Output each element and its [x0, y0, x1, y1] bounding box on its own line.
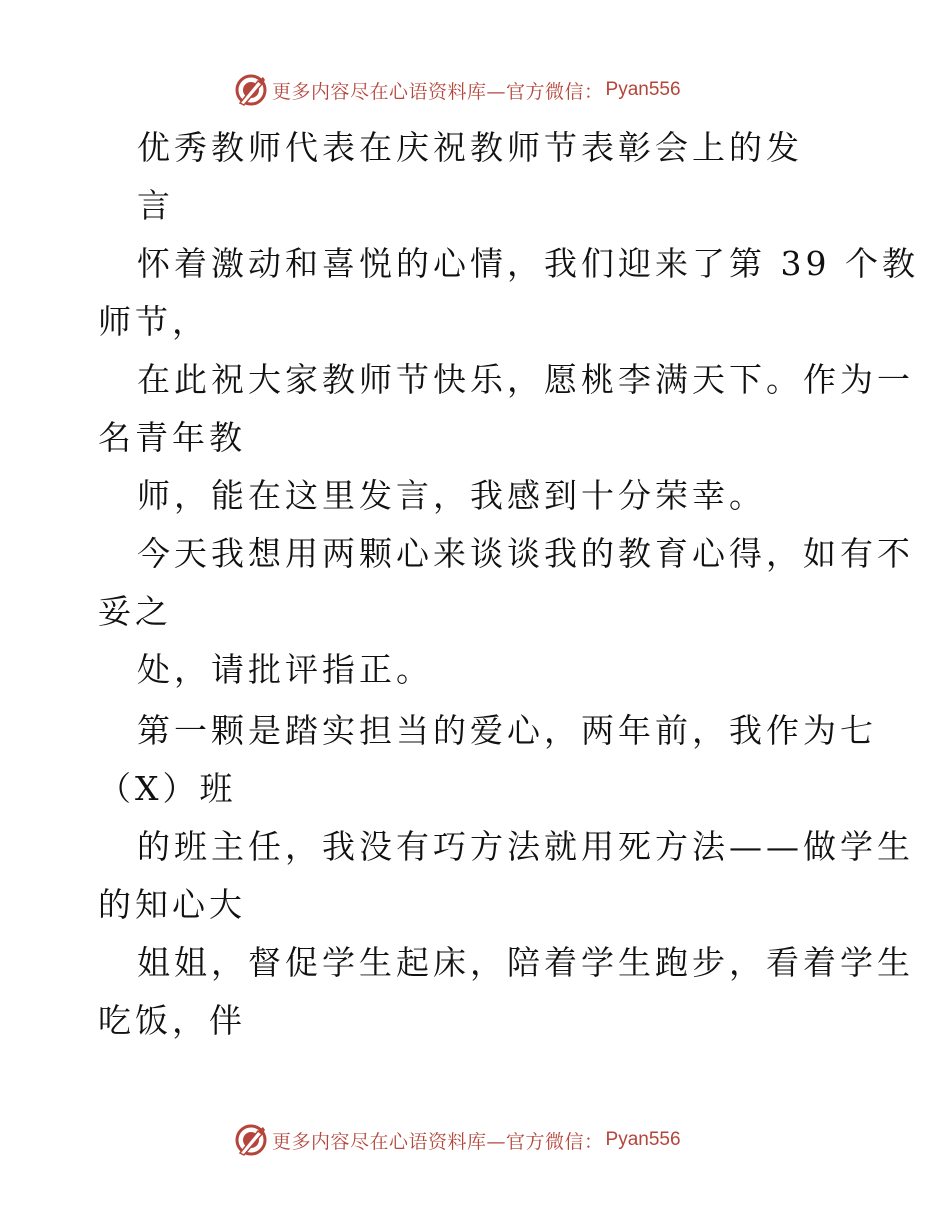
document-title-line: 优秀教师代表在庆祝教师节表彰会上的发 [137, 128, 803, 167]
footer-watermark [234, 1122, 681, 1158]
paragraph-line: （X）班 [98, 769, 237, 808]
paragraph-line: 今天我想用两颗心来谈谈我的教育心得，如有不 [137, 534, 914, 573]
watermark-wechat-id: Pyan556 [605, 79, 681, 100]
pen-logo-icon [234, 73, 268, 107]
paragraph-line: 吃饭，伴 [98, 1001, 246, 1040]
paragraph-line: 师，能在这里发言，我感到十分荣幸。 [137, 476, 766, 515]
paragraph-line: 名青年教 [98, 418, 246, 457]
paragraph-line: 第一颗是踏实担当的爱心，两年前，我作为七 [137, 711, 877, 750]
paragraph-line: 处，请批评指正。 [137, 650, 433, 689]
paragraph-line: 妥之 [98, 592, 172, 631]
watermark-text: 更多内容尽在心语资料库—官方微信： [272, 1130, 604, 1153]
paragraph-line: 的知心大 [98, 885, 246, 924]
paragraph-line: 的班主任，我没有巧方法就用死方法——做学生 [137, 827, 914, 866]
paragraph-line: 怀着激动和喜悦的心情，我们迎来了第 39 个教 [137, 244, 919, 283]
paragraph-line: 姐姐，督促学生起床，陪着学生跑步，看着学生 [137, 943, 914, 982]
document-title-line: 言 [137, 186, 174, 225]
paragraph-line: 师节， [98, 302, 209, 341]
paragraph-line: 在此祝大家教师节快乐，愿桃李满天下。作为一 [137, 360, 914, 399]
header-watermark [234, 72, 681, 108]
watermark-wechat-id: Pyan556 [605, 1129, 681, 1150]
pen-logo-icon [234, 1123, 268, 1157]
watermark-text: 更多内容尽在心语资料库—官方微信： [272, 80, 604, 103]
